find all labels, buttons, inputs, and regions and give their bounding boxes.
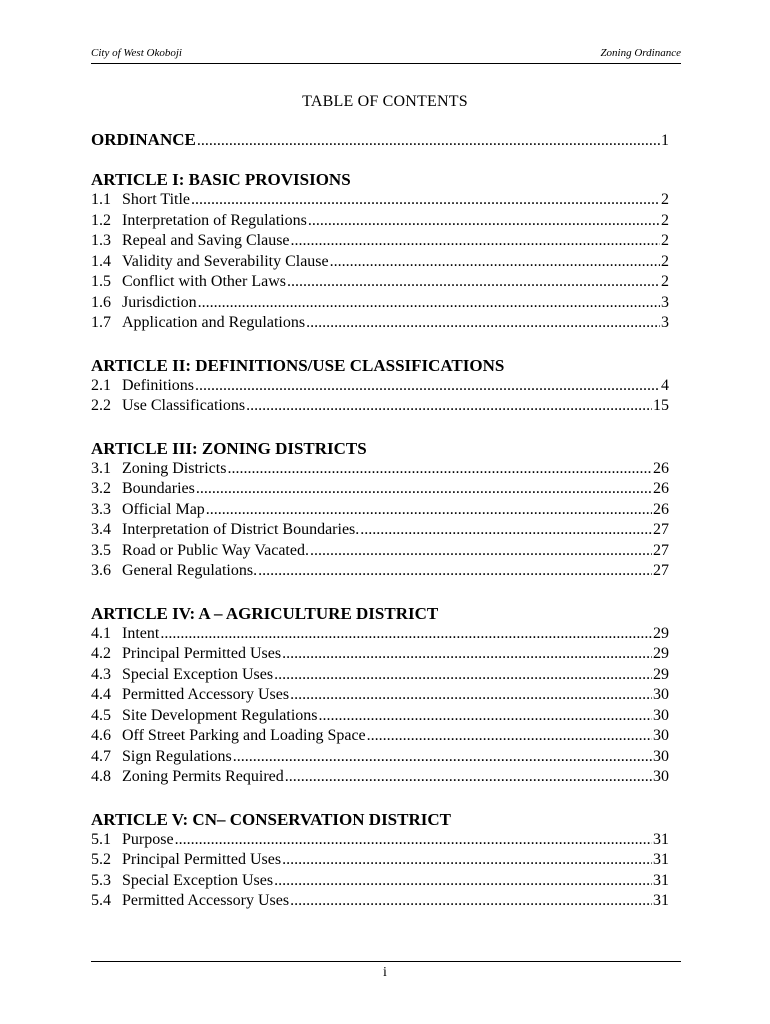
toc-entry[interactable] [91,892,669,913]
dot-leader [285,768,652,786]
spacer [91,583,669,604]
toc-entry[interactable] [91,212,669,233]
toc-entry-label: Validity and Severability Clause [122,252,329,270]
page-header [91,45,681,64]
toc-entry-page: 30 [653,727,669,744]
toc-entry-page: 30 [653,747,669,765]
dot-leader [227,460,652,478]
toc-entry-page: 4 [661,376,669,394]
toc-entry[interactable] [91,851,669,872]
toc-entry-label: Use Classifications [122,397,246,414]
article-heading[interactable]: ARTICLE V: CN– CONSERVATION DISTRICT [91,809,451,829]
toc-entry-label: Sign Regulations [122,747,232,765]
toc-entry-label: Repeal and Saving Clause [122,232,290,249]
page-footer-rule [91,961,681,962]
page-number: i [383,965,387,980]
toc-entry-page: 27 [653,562,669,579]
toc-entry-page: 3 [661,293,669,311]
spacer [91,335,669,356]
dot-leader [287,273,660,291]
toc-entry-label: Principal Permitted Uses [122,851,282,868]
toc-entry-number: 4.4 [91,686,111,703]
toc-entry-label: Conflict with Other Laws [122,273,286,290]
toc-entry-label: Special Exception Uses [122,665,274,683]
toc-entry-number: 2.2 [91,397,111,414]
toc-entry[interactable] [91,666,669,687]
toc-entry[interactable] [91,562,669,583]
toc-entry-number: 1.2 [91,211,111,229]
article-heading[interactable]: ARTICLE III: ZONING DISTRICTS [91,438,367,458]
article-heading[interactable]: ARTICLE II: DEFINITIONS/USE CLASSIFICATIONS [91,355,505,375]
toc-entry-page: 30 [653,706,669,724]
dot-leader [175,831,652,849]
dot-leader [197,130,660,150]
toc-entry[interactable] [91,542,669,563]
toc-entry-number: 5.3 [91,871,111,889]
dot-leader [274,872,652,890]
dot-leader [330,253,660,271]
toc-entry-page: 26 [653,459,669,477]
toc-entry[interactable] [91,831,669,852]
toc-entry-page: 27 [653,541,669,559]
header-city: City of West Okoboji [91,47,182,59]
dot-leader [367,727,652,745]
table-of-contents [91,130,669,913]
toc-entry-number: 4.1 [91,624,111,642]
toc-entry[interactable] [91,314,669,335]
article-heading[interactable]: ARTICLE IV: A – AGRICULTURE DISTRICT [91,603,439,623]
toc-entry[interactable] [91,748,669,769]
toc-entry-number: 1.1 [91,191,111,208]
toc-entry-page: 15 [653,397,669,414]
dot-leader [198,294,660,312]
dot-leader [274,666,652,684]
toc-entry-page: 29 [653,645,669,662]
toc-entry-number: 3.6 [91,562,111,579]
dot-leader [319,707,652,725]
toc-entry-number: 1.3 [91,232,111,249]
dot-leader [306,314,660,332]
toc-entry[interactable] [91,377,669,398]
toc-entry-number: 5.1 [91,830,111,848]
dot-leader [308,212,660,230]
toc-entry-number: 3.5 [91,541,111,559]
toc-entry[interactable] [91,768,669,789]
dot-leader [282,851,652,869]
toc-entry-label: Definitions [122,376,194,394]
toc-entry-page: 2 [661,232,669,249]
toc-entry[interactable] [91,645,669,666]
toc-entry-label: Permitted Accessory Uses [122,686,290,703]
toc-entry-label: Purpose [122,830,174,848]
dot-leader [258,562,652,580]
toc-entry-label: Official Map [122,500,205,518]
toc-entry[interactable] [91,232,669,253]
toc-entry-number: 4.3 [91,665,111,683]
toc-entry-page: 31 [653,892,669,909]
toc-entry-label: Short Title [122,191,191,208]
dot-leader [360,521,652,539]
dot-leader [290,892,652,910]
dot-leader [195,377,660,395]
toc-entry-label: Interpretation of District Boundaries. [122,521,360,538]
toc-entry-number: 4.2 [91,645,111,662]
articles-list [91,170,669,913]
toc-entry-page: 2 [661,191,669,208]
toc-entry-label: Principal Permitted Uses [122,645,282,662]
toc-entry-label: Application and Regulations [122,314,306,331]
article-heading[interactable]: ARTICLE I: BASIC PROVISIONS [91,170,351,189]
toc-entry-page: 30 [653,768,669,785]
toc-entry-page: 29 [653,624,669,642]
toc-entry-page: 30 [653,686,669,703]
toc-entry-label: Zoning Permits Required [122,768,284,785]
dot-leader [191,191,660,209]
toc-entry-number: 4.8 [91,768,111,785]
toc-entry-label: Permitted Accessory Uses [122,892,290,909]
toc-entry-page: 1 [661,132,669,149]
toc-entry[interactable] [91,397,669,418]
toc-entry[interactable] [91,872,669,893]
toc-entry-number: 5.4 [91,892,111,909]
toc-entry-page: 31 [653,830,669,848]
toc-entry-number: 3.2 [91,480,111,497]
toc-entry[interactable] [91,273,669,294]
toc-entry-page: 29 [653,665,669,683]
spacer [91,154,669,170]
toc-entry[interactable] [91,460,669,481]
toc-entry-number: 3.4 [91,521,111,538]
toc-entry-number: 1.5 [91,273,111,290]
toc-entry[interactable] [91,191,669,212]
toc-entry-number: 5.2 [91,851,111,868]
toc-entry-number: 3.3 [91,500,111,518]
dot-leader [233,748,652,766]
toc-entry-page: 31 [653,871,669,889]
toc-entry-number: 1.4 [91,252,111,270]
dot-leader [282,645,652,663]
dot-leader [291,232,660,250]
toc-entry[interactable] [91,625,669,646]
toc-entry-label: Interpretation of Regulations [122,211,307,229]
toc-entry-page: 3 [661,314,669,331]
dot-leader [246,397,652,415]
toc-entry-label: Site Development Regulations [122,706,318,724]
toc-entry[interactable] [91,294,669,315]
toc-entry-page: 26 [653,500,669,518]
dot-leader [206,501,652,519]
toc-entry[interactable] [91,480,669,501]
toc-entry[interactable] [91,521,669,542]
toc-entry-label: Jurisdiction [122,293,197,311]
toc-entry-label: Intent [122,624,160,642]
dot-leader [196,480,652,498]
toc-entry-number: 4.6 [91,727,111,744]
toc-entry-label: ORDINANCE [91,130,196,149]
toc-title: TABLE OF CONTENTS [302,93,468,110]
toc-entry-number: 1.6 [91,293,111,311]
toc-entry-page: 26 [653,480,669,497]
spacer [91,418,669,439]
dot-leader [310,542,652,560]
toc-entry[interactable] [91,707,669,728]
toc-entry[interactable] [91,253,669,274]
toc-entry-page: 27 [653,521,669,538]
toc-entry-label: Boundaries [122,480,195,497]
toc-entry-label: Off Street Parking and Loading Space [122,727,366,744]
toc-entry-page: 31 [653,851,669,868]
toc-entry-number: 4.5 [91,706,111,724]
toc-entry-label: Zoning Districts [122,459,227,477]
toc-entry-label: General Regulations. [122,562,258,579]
toc-entry[interactable] [91,686,669,707]
toc-entry[interactable] [91,727,669,748]
toc-entry-label: Road or Public Way Vacated. [122,541,309,559]
toc-entry-ordinance[interactable] [91,130,669,154]
toc-entry-label: Special Exception Uses [122,871,274,889]
toc-entry-number: 4.7 [91,747,111,765]
toc-entry-page: 2 [661,273,669,290]
toc-entry-number: 2.1 [91,376,111,394]
header-document-title: Zoning Ordinance [600,47,681,59]
toc-entry-number: 1.7 [91,314,111,331]
dot-leader [160,625,652,643]
toc-entry-number: 3.1 [91,459,111,477]
toc-entry-page: 2 [661,252,669,270]
toc-entry-page: 2 [661,211,669,229]
spacer [91,789,669,810]
toc-entry[interactable] [91,501,669,522]
dot-leader [290,686,652,704]
